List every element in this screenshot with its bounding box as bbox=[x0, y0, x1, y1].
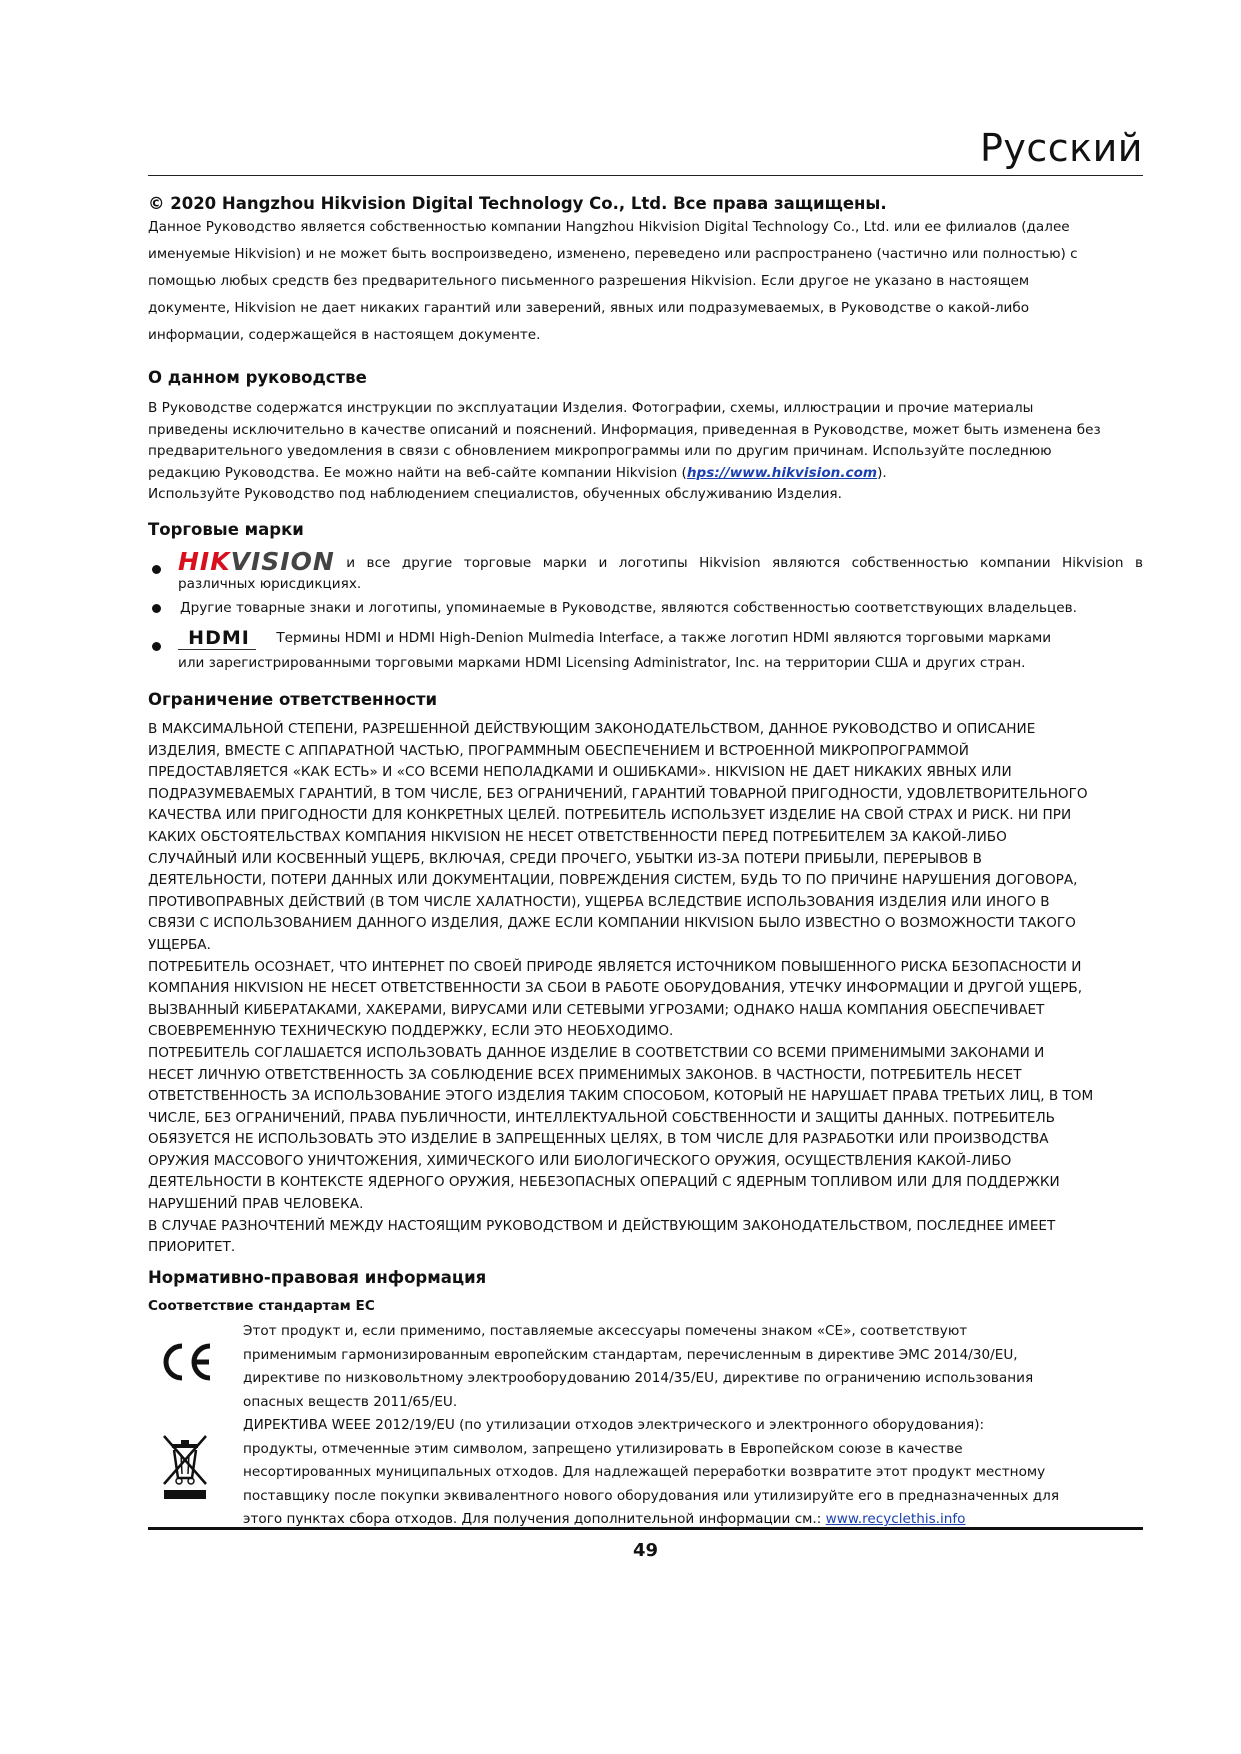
about-line-prefix: редакцию Руководства. Ее можно найти на веб-сайте компании Hikvision ( bbox=[148, 464, 687, 481]
disclaimer-line: ПОТРЕБИТЕЛЬ ОСОЗНАЕТ, ЧТО ИНТЕРНЕТ ПО СВОЕЙ ПРИРОДЕ ЯВЛЯЕТСЯ ИСТОЧНИКОМ ПОВЫШЕННОГО РИСКА БЕЗОПАСНОСТИ И bbox=[148, 958, 1082, 975]
disclaimer-line: СВОЕВРЕМЕННУЮ ТЕХНИЧЕСКУЮ ПОДДЕРЖКУ, ЕСЛИ ЭТО НЕОБХОДИМО. bbox=[148, 1023, 674, 1040]
disclaimer-paragraph bbox=[148, 719, 1143, 1259]
ce-mark-icon bbox=[156, 1340, 216, 1384]
hikvision-website-link[interactable]: hps://www.hikvision.com bbox=[686, 464, 878, 481]
weee-line: продукты, отмеченные этим символом, запрещено утилизировать в Европейском союзе в качестве bbox=[243, 1440, 963, 1457]
trademark-item-hdmi bbox=[148, 628, 1143, 674]
disclaimer-line: ПОДРАЗУМЕВАЕМЫХ ГАРАНТИЙ, В ТОМ ЧИСЛЕ, БЕЗ ОГРАНИЧЕНИЙ, ГАРАНТИЙ ТОВАРНОЙ ПРИГОДНОСТИ, УДОВЛЕТВОРИТЕЛЬНОГО bbox=[148, 785, 1088, 802]
trademark-item-line bbox=[148, 547, 1143, 576]
header-rule bbox=[148, 175, 1143, 176]
disclaimer-line: КОМПАНИЯ HIKVISION НЕ НЕСЕТ ОТВЕТСТВЕННОСТИ ЗА СБОИ В РАБОТЕ ОБОРУДОВАНИЯ, УТЕЧКУ ИНФОРМАЦИИ И ДРУГОЙ УЩЕРБ, bbox=[148, 980, 1083, 997]
disclaimer-line: ПОТРЕБИТЕЛЬ СОГЛАШАЕТСЯ ИСПОЛЬЗОВАТЬ ДАННОЕ ИЗДЕЛИЕ В СООТВЕТСТВИИ СО ВСЕМИ ПРИМЕНИМЫМИ ЗАКОНАМИ И bbox=[148, 1044, 1045, 1061]
disclaimer-line: ДЕЯТЕЛЬНОСТИ В КОНТЕКСТЕ ЯДЕРНОГО ОРУЖИЯ, НЕБЕЗОПАСНЫХ ОПЕРАЦИЙ С ЯДЕРНЫМ ТОПЛИВОМ ИЛИ ДЛЯ ПОДДЕРЖКИ bbox=[148, 1174, 1060, 1191]
disclaimer-line: СВЯЗИ С ИСПОЛЬЗОВАНИЕМ ДАННОГО ИЗДЕЛИЯ, ДАЖЕ ЕСЛИ КОМПАНИИ HIKVISION БЫЛО ИЗВЕСТНО О ВОЗМОЖНОСТИ ТАКОГО bbox=[148, 915, 1076, 932]
disclaimer-line: СЛУЧАЙНЫЙ ИЛИ КОСВЕННЫЙ УЩЕРБ, ВКЛЮЧАЯ, СРЕДИ ПРОЧЕГО, УБЫТКИ ИЗ-ЗА ПОТЕРИ ПРИБЫЛИ, ПЕРЕРЫВОВ В bbox=[148, 850, 982, 867]
disclaimer-line: ИЗДЕЛИЯ, ВМЕСТЕ С АППАРАТНОЙ ЧАСТЬЮ, ПРОГРАММНЫМ ОБЕСПЕЧЕНИЕМ И ВСТРОЕННОЙ МИКРОПРОГРАММОЙ bbox=[148, 742, 969, 759]
language-title: Русский bbox=[979, 126, 1143, 170]
ce-line: применимым гармонизированным европейским стандартам, перечисленным в директиве ЭМС 2014/30/EU, bbox=[243, 1346, 1018, 1363]
disclaimer-line: КАКИХ ОБСТОЯТЕЛЬСТВАХ КОМПАНИЯ HIKVISION НЕ НЕСЕТ ОТВЕТСТВЕННОСТИ ПЕРЕД ПОТРЕБИТЕЛЕМ ЗА КАКОЙ-ЛИБО bbox=[148, 828, 1007, 845]
hdmi-logo-text: HDMI bbox=[188, 627, 250, 649]
disclaimer-line: КАЧЕСТВА ИЛИ ПРИГОДНОСТИ ДЛЯ КОНКРЕТНЫХ ЦЕЛЕЙ. ПОТРЕБИТЕЛЬ ИСПОЛЬЗУЕТ ИЗДЕЛИЕ НА СВОЙ СТРАХ И РИСК. НИ ПРИ bbox=[148, 807, 1072, 824]
recyclethis-link[interactable]: www.recyclethis.info bbox=[825, 1511, 966, 1527]
trademark-item-others bbox=[148, 598, 1143, 619]
about-line bbox=[148, 463, 1143, 485]
copyright-line: именуемые Hikvision) и не может быть воспроизведено, изменено, переведено или распространено (частично или полностью) с bbox=[148, 246, 1078, 262]
about-line: предварительного уведомления в связи с обновлением микропрограммы или по другим причинам. Используйте последнюю bbox=[148, 443, 1052, 459]
weee-line-prefix: этого пунктах сбора отходов. Для получения дополнительной информации см.: bbox=[243, 1511, 826, 1527]
copyright-line: информации, содержащейся в настоящем документе. bbox=[148, 327, 541, 343]
disclaimer-line: ЧИСЛЕ, БЕЗ ОГРАНИЧЕНИЙ, ПРАВА ПУБЛИЧНОСТИ, ИНТЕЛЛЕКТУАЛЬНОЙ СОБСТВЕННОСТИ И ЗАЩИТЫ ДАННЫХ. ПОТРЕБИТЕЛЬ bbox=[148, 1109, 1055, 1126]
disclaimer-line: ДЕЯТЕЛЬНОСТИ, ПОТЕРИ ДАННЫХ ИЛИ ДОКУМЕНТАЦИИ, ПОВРЕЖДЕНИЯ СИСТЕМ, БУДЬ ТО ПО ПРИЧИНЕ НАРУШЕНИЯ ДОГОВОРА, bbox=[148, 872, 1078, 889]
hikvision-logo-red: HIK bbox=[178, 547, 231, 576]
weee-line: поставщику после покупки эквивалентного нового оборудования или утилизируйте его в предназначенных для bbox=[243, 1487, 1060, 1504]
about-line: приведены исключительно в качестве описаний и пояснений. Информация, приведенная в Руководстве, может быть изменена без bbox=[148, 421, 1101, 438]
copyright-line: помощью любых средств без предварительного письменного разрешения Hikvision. Если другое не указано в настоящем bbox=[148, 273, 1030, 289]
weee-line: несортированных муниципальных отходов. Для надлежащей переработки возвратите этот продукт местному bbox=[243, 1464, 1046, 1480]
disclaimer-line: В СЛУЧАЕ РАЗНОЧТЕНИЙ МЕЖДУ НАСТОЯЩИМ РУКОВОДСТВОМ И ДЕЙСТВУЮЩИМ ЗАКОНОДАТЕЛЬСТВОМ, ПОСЛЕДНЕЕ ИМЕЕТ bbox=[148, 1217, 1056, 1234]
disclaimer-line: НЕСЕТ ЛИЧНУЮ ОТВЕТСТВЕННОСТЬ ЗА СОБЛЮДЕНИЕ ВСЕХ ПРИМЕНИМЫХ ЗАКОНОВ. В ЧАСТНОСТИ, ПОТРЕБИТЕЛЬ НЕСЕТ bbox=[148, 1066, 1022, 1083]
trademark-item-text: и все другие торговые марки и логотипы Hikvision являются собственностью компании Hikvision в bbox=[334, 555, 1143, 571]
ce-line: опасных веществ 2011/65/EU. bbox=[243, 1393, 458, 1410]
trademark-item-line bbox=[148, 628, 1143, 653]
disclaimer-line: ОРУЖИЯ МАССОВОГО УНИЧТОЖЕНИЯ, ХИМИЧЕСКОГО ИЛИ БИОЛОГИЧЕСКОГО ОРУЖИЯ, ОСУЩЕСТВЛЕНИЯ КАКОЙ-ЛИБО bbox=[148, 1152, 1012, 1169]
disclaimer-heading: Ограничение ответственности bbox=[148, 690, 438, 709]
about-line: Используйте Руководство под наблюдением специалистов, обученных обслуживанию Изделия. bbox=[148, 486, 842, 502]
copyright-line: Данное Руководство является собственностью компании Hangzhou Hikvision Digital Technology Co., Ltd. или ее филиалов (далее bbox=[148, 219, 1070, 235]
crossed-bin-icon bbox=[160, 1432, 210, 1500]
weee-paragraph bbox=[243, 1414, 1143, 1532]
disclaimer-line: НАРУШЕНИЙ ПРАВ ЧЕЛОВЕКА. bbox=[148, 1196, 364, 1213]
copyright-paragraph bbox=[148, 214, 1143, 349]
bullet-icon bbox=[152, 565, 161, 574]
disclaimer-line: ПРИОРИТЕТ. bbox=[148, 1239, 236, 1256]
eu-compliance-subheading: Соответствие стандартам ЕС bbox=[148, 1298, 375, 1314]
about-line-suffix: ). bbox=[877, 464, 887, 481]
copyright-line: документе, Hikvision не дает никаких гарантий или заверений, явных или подразумеваемых, в Руководстве о какой-либо bbox=[148, 300, 1030, 316]
hikvision-logo-gray: VISION bbox=[230, 547, 335, 576]
ce-line: Этот продукт и, если применимо, поставляемые аксессуары помечены знаком «CE», соответствуют bbox=[243, 1323, 968, 1339]
disclaimer-line: УЩЕРБА. bbox=[148, 936, 211, 953]
bullet-icon bbox=[152, 642, 161, 651]
weee-line: ДИРЕКТИВА WEEE 2012/19/EU (по утилизации отходов электрического и электронного оборудования): bbox=[243, 1417, 985, 1433]
disclaimer-line: ВЫЗВАННЫЙ КИБЕРАТАКАМИ, ХАКЕРАМИ, ВИРУСАМИ ИЛИ СЕТЕВЫМИ УГРОЗАМИ; ОДНАКО НАША КОМПАНИЯ ОБЕСПЕЧИВАЕТ bbox=[148, 1001, 1045, 1018]
trademark-item-cont: различных юрисдикциях. bbox=[178, 576, 362, 592]
disclaimer-line: ОБЯЗУЕТСЯ НЕ ИСПОЛЬЗОВАТЬ ЭТО ИЗДЕЛИЕ В ЗАПРЕЩЕННЫХ ЦЕЛЯХ, В ТОМ ЧИСЛЕ ДЛЯ РАЗРАБОТКИ ИЛИ ПРОИЗВОДСТВА bbox=[148, 1131, 1049, 1148]
footer-rule bbox=[148, 1527, 1143, 1530]
ce-line: директиве по низковольтному электрооборудованию 2014/35/EU, директиве по ограничению использования bbox=[243, 1370, 1034, 1386]
trademark-item-text: Другие товарные знаки и логотипы, упоминаемые в Руководстве, являются собственностью соответствующих владельцев. bbox=[180, 600, 1077, 616]
about-line: В Руководстве содержатся инструкции по эксплуатации Изделия. Фотографии, схемы, иллюстрации и прочие материалы bbox=[148, 400, 1034, 416]
about-heading: О данном руководстве bbox=[148, 368, 367, 387]
page-number: 49 bbox=[632, 1540, 659, 1561]
ce-paragraph bbox=[243, 1320, 1143, 1414]
trademark-item-hikvision bbox=[148, 547, 1143, 595]
about-paragraph bbox=[148, 398, 1143, 506]
regulatory-heading: Нормативно-правовая информация bbox=[148, 1268, 487, 1287]
disclaimer-line: ОТВЕТСТВЕННОСТЬ ЗА ИСПОЛЬЗОВАНИЕ ЭТОГО ИЗДЕЛИЯ ТАКИМ СПОСОБОМ, КОТОРЫЙ НЕ НАРУШАЕТ ПРАВА ТРЕТЬИХ ЛИЦ, В ТОМ bbox=[148, 1088, 1094, 1105]
trademarks-heading: Торговые марки bbox=[148, 520, 304, 539]
copyright-title: © 2020 Hangzhou Hikvision Digital Technology Co., Ltd. Все права защищены. bbox=[148, 194, 887, 213]
disclaimer-line: ПРОТИВОПРАВНЫХ ДЕЙСТВИЙ (В ТОМ ЧИСЛЕ ХАЛАТНОСТИ), УЩЕРБА ВСЛЕДСТВИЕ ИСПОЛЬЗОВАНИЯ ИЗДЕЛИЯ ИЛИ ИНОГО В bbox=[148, 893, 1050, 910]
disclaimer-line: В МАКСИМАЛЬНОЙ СТЕПЕНИ, РАЗРЕШЕННОЙ ДЕЙСТВУЮЩИМ ЗАКОНОДАТЕЛЬСТВОМ, ДАННОЕ РУКОВОДСТВО И ОПИСАНИЕ bbox=[148, 721, 1036, 737]
trademark-item-cont: или зарегистрированными торговыми марками HDMI Licensing Administrator, Inc. на территории США и других стран. bbox=[178, 655, 1026, 671]
bullet-icon bbox=[152, 604, 161, 613]
hdmi-logo bbox=[178, 629, 260, 653]
disclaimer-line: ПРЕДОСТАВЛЯЕТСЯ «КАК ЕСТЬ» И «СО ВСЕМИ НЕПОЛАДКАМИ И ОШИБКАМИ». HIKVISION НЕ ДАЕТ НИКАКИХ ЯВНЫХ ИЛИ bbox=[148, 764, 1012, 781]
trademark-item-text: Термины HDMI и HDMI High-Denion Mulmedia Interface, а также логотип HDMI являются торговыми марками bbox=[276, 630, 1052, 646]
hikvision-logo bbox=[178, 547, 335, 576]
